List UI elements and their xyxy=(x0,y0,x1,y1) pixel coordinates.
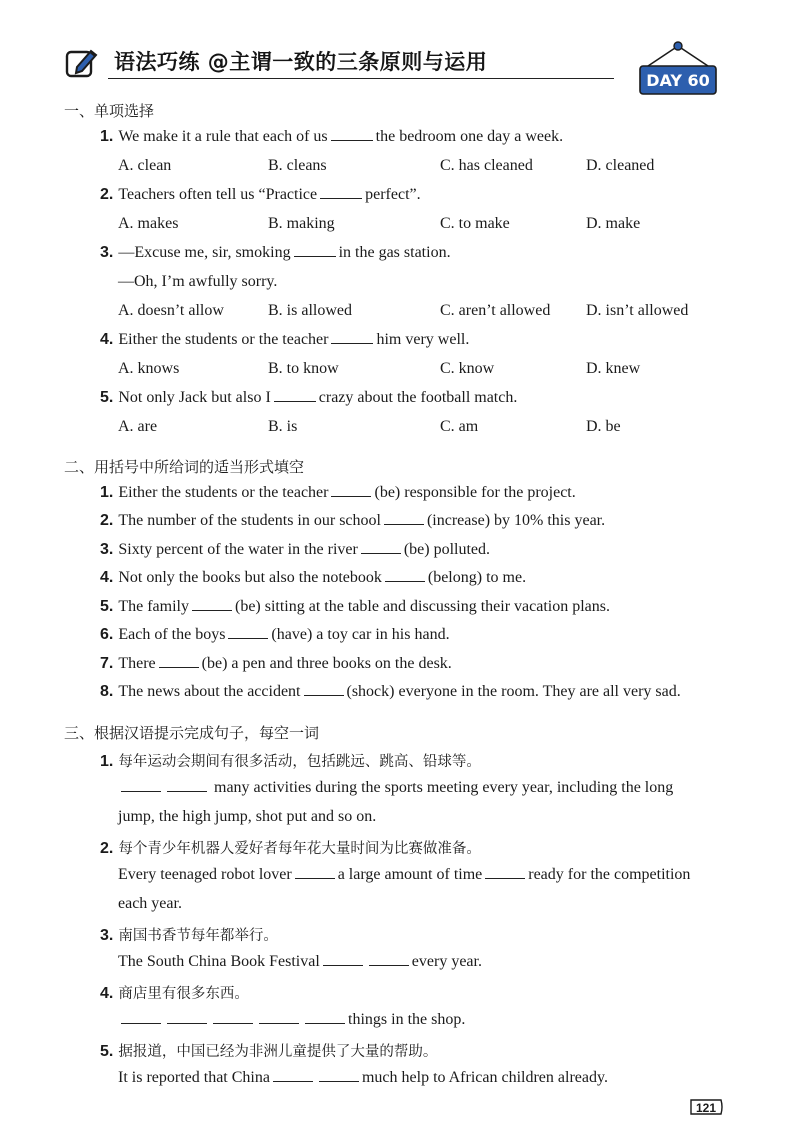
option[interactable]: B. making xyxy=(268,215,335,232)
prompt-item: 5. 据报道，中国已经为非洲儿童提供了大量的帮助。 xyxy=(100,1043,438,1060)
section-heading: 二、用括号中所给词的适当形式填空 xyxy=(64,458,305,476)
option[interactable]: C. am xyxy=(440,418,479,435)
option[interactable]: A. doesn’t allow xyxy=(118,302,224,319)
answer-blank[interactable] xyxy=(385,580,425,582)
answer-blank[interactable] xyxy=(121,1022,161,1024)
option[interactable]: B. is xyxy=(268,418,298,435)
prompt-item: 1. 每年运动会期间有很多活动，包括跳远、跳高、铅球等。 xyxy=(100,753,481,770)
option[interactable]: C. know xyxy=(440,360,495,377)
fill-item: 3. Sixty percent of the water in the river (be) polluted. xyxy=(100,541,491,558)
prompt-item: 2. 每个青少年机器人爱好者每年花大量时间为比赛做准备。 xyxy=(100,840,481,857)
fill-item: 4. Not only the books but also the notebook (belong) to me. xyxy=(100,569,527,586)
option[interactable]: A. makes xyxy=(118,215,179,232)
pencil-icon xyxy=(64,46,98,80)
answer-blank[interactable] xyxy=(331,495,371,497)
option[interactable]: C. aren’t allowed xyxy=(440,302,551,319)
answer-blank[interactable] xyxy=(485,877,525,879)
answer-line: The South China Book Festival every year. xyxy=(118,953,482,970)
option[interactable]: B. cleans xyxy=(268,157,327,174)
section-heading: 三、根据汉语提示完成句子，每空一词 xyxy=(64,724,320,742)
answer-blank[interactable] xyxy=(273,1080,313,1082)
answer-blank[interactable] xyxy=(305,1022,345,1024)
fill-item: 8. The news about the accident (shock) everyone in the room. They are all very sad. xyxy=(100,683,681,700)
answer-blank[interactable] xyxy=(167,1022,207,1024)
option[interactable]: D. isn’t allowed xyxy=(586,302,689,319)
answer-blank[interactable] xyxy=(331,139,373,141)
answer-blank[interactable] xyxy=(304,694,344,696)
answer-line: things in the shop. xyxy=(118,1011,465,1029)
answer-blank[interactable] xyxy=(369,964,409,966)
answer-blank[interactable] xyxy=(213,1022,253,1024)
fill-item: 7. There (be) a pen and three books on the desk. xyxy=(100,655,452,672)
answer-line: Every teenaged robot lover a large amount of time ready for the competition xyxy=(118,866,691,883)
title-divider xyxy=(108,78,614,79)
answer-blank[interactable] xyxy=(331,342,373,344)
answer-blank[interactable] xyxy=(167,790,207,792)
answer-line: jump, the high jump, shot put and so on. xyxy=(118,808,377,825)
answer-blank[interactable] xyxy=(159,666,199,668)
answer-blank[interactable] xyxy=(323,964,363,966)
option[interactable]: B. is allowed xyxy=(268,302,352,319)
answer-line: It is reported that China much help to African children already. xyxy=(118,1069,608,1086)
prompt-item: 3. 南国书香节每年都举行。 xyxy=(100,927,278,944)
option[interactable]: C. to make xyxy=(440,215,510,232)
question: 2. Teachers often tell us “Practice perfect”. xyxy=(100,186,421,203)
answer-blank[interactable] xyxy=(121,790,161,792)
option[interactable]: B. to know xyxy=(268,360,339,377)
fill-item: 5. The family (be) sitting at the table and discussing their vacation plans. xyxy=(100,598,610,615)
option[interactable]: D. knew xyxy=(586,360,641,377)
fill-item: 2. The number of the students in our school (increase) by 10% this year. xyxy=(100,512,606,529)
question: 5. Not only Jack but also I crazy about the football match. xyxy=(100,389,518,406)
prompt-item: 4. 商店里有很多东西。 xyxy=(100,985,249,1002)
option[interactable]: A. are xyxy=(118,418,158,435)
section-heading: 一、单项选择 xyxy=(64,102,155,120)
page-title: 语法巧练 @主谓一致的三条原则与运用 xyxy=(114,50,488,74)
page-number-label: 121 xyxy=(695,1101,717,1115)
option[interactable]: C. has cleaned xyxy=(440,157,533,174)
day-badge-label: DAY 60 xyxy=(646,71,710,90)
answer-blank[interactable] xyxy=(361,552,401,554)
dialogue-line: —Oh, I’m awfully sorry. xyxy=(118,273,278,290)
answer-blank[interactable] xyxy=(259,1022,299,1024)
question: 3. —Excuse me, sir, smoking in the gas station. xyxy=(100,244,451,261)
answer-blank[interactable] xyxy=(294,255,336,257)
answer-blank[interactable] xyxy=(228,637,268,639)
day-badge xyxy=(638,40,718,96)
answer-blank[interactable] xyxy=(295,877,335,879)
question: 1. We make it a rule that each of us the bedroom one day a week. xyxy=(100,128,564,145)
question: 4. Either the students or the teacher him very well. xyxy=(100,331,470,348)
page-number xyxy=(688,1097,724,1117)
fill-item: 6. Each of the boys (have) a toy car in his hand. xyxy=(100,626,450,643)
answer-blank[interactable] xyxy=(384,523,424,525)
option[interactable]: A. clean xyxy=(118,157,172,174)
option[interactable]: D. cleaned xyxy=(586,157,655,174)
answer-blank[interactable] xyxy=(319,1080,359,1082)
answer-blank[interactable] xyxy=(192,609,232,611)
answer-line: many activities during the sports meeting every year, including the long xyxy=(118,779,673,797)
answer-blank[interactable] xyxy=(320,197,362,199)
answer-line: each year. xyxy=(118,895,182,912)
option[interactable]: D. be xyxy=(586,418,621,435)
option[interactable]: A. knows xyxy=(118,360,180,377)
option[interactable]: D. make xyxy=(586,215,641,232)
fill-item: 1. Either the students or the teacher (be) responsible for the project. xyxy=(100,484,576,501)
answer-blank[interactable] xyxy=(274,400,316,402)
